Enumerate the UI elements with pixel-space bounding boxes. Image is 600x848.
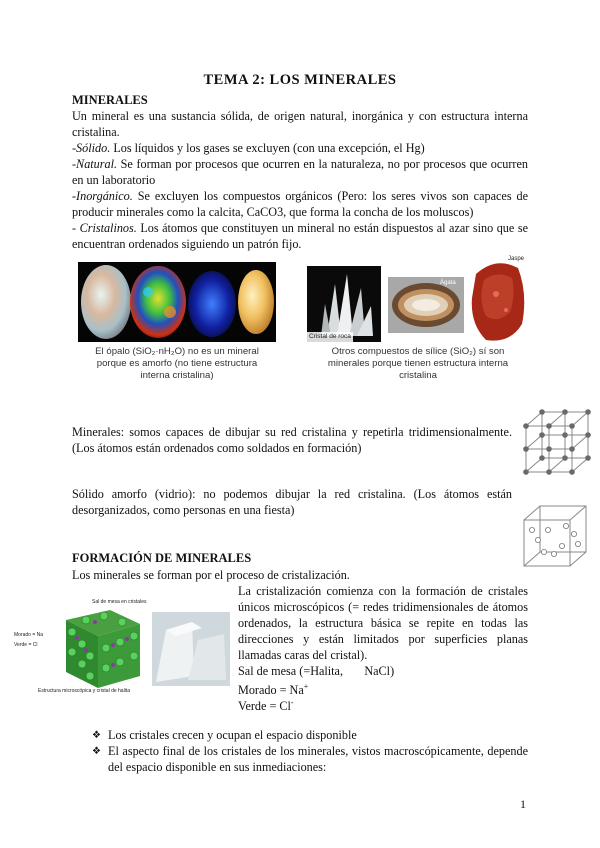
label-cristal-de-roca: Cristal de roca (309, 333, 351, 340)
section-heading-minerales: MINERALES (72, 93, 148, 107)
caption-silica: Otros compuestos de sílice (SiO₂) sí son minerales porque tienen estructura interna cristalina (327, 346, 509, 381)
label-agata: Ágata (440, 280, 456, 286)
label-jaspe: Jaspe (508, 256, 525, 262)
crystal-bullet-list (90, 727, 528, 775)
jasper-image (466, 254, 528, 346)
page-title: TEMA 2: LOS MINERALES (203, 72, 397, 88)
crystallization-intro: Los minerales se forman por el proceso de cristalización. (72, 568, 350, 582)
section-heading-formacion: FORMACIÓN DE MINERALES (72, 551, 252, 565)
minerals-crystal-text: Minerales: somos capaces de dibujar su red cristalina y repetirla tridimensionalmente. (Los átomos están ordenados como soldados en formación) (72, 425, 512, 455)
definition-point-inorganico: -Inorgánico. Se excluyen los compuestos orgánicos (Pero: los seres vivos son capaces de producir minerales como la calcita, CaCO3, que forma la concha de los moluscos) (72, 189, 528, 219)
halite-image-label-cl: Verde = Cl (14, 642, 38, 648)
page-number: 1 (520, 797, 526, 811)
halite-image-title: Sal de mesa en cristales (92, 599, 147, 605)
salt-line: Sal de mesa (=Halita, NaCl) (238, 664, 395, 678)
sodium-color-line: Morado = Na+ (238, 682, 309, 698)
caption-opal: El ópalo (SiO₂·nH₂O) no es un mineral porque es amorfo (no tiene estructura interna cristalina) (95, 346, 259, 381)
amorphous-cube-image (518, 500, 594, 572)
chloride-color-line: Verde = Cl- (238, 698, 294, 714)
intro-paragraph: Un mineral es una sustancia sólida, de origen natural, inorgánica y con estructura interna cristalina. (72, 109, 528, 139)
definition-point-solido: -Sólido. Los líquidos y los gases se excluyen (con una excepción, el Hg) (72, 141, 425, 155)
halite-image-caption: Estructura microscópica y cristal de halita (38, 688, 130, 694)
crystal-lattice-image (516, 404, 596, 480)
quartz-crystal-image (307, 266, 381, 342)
diamond-bullet-icon: ❖ (92, 746, 101, 757)
crystallization-paragraph: La cristalización comienza con la formación de cristales únicos microscópicos (= redes tridimensionales de átomos ordenados, la estructura básica se repite en todas las direcciones y están limitados por superficies planas llamadas caras del cristal). (238, 584, 528, 662)
opal-image (78, 262, 276, 342)
amorphous-solid-text: Sólido amorfo (vidrio): no podemos dibujar la red cristalina. (Los átomos están desorganizados, como personas en una fiesta) (72, 487, 512, 517)
definition-point-cristalinos: - Cristalinos. Los átomos que constituyen un mineral no están dispuestos al azar sino que se encuentran ordenados siguiendo un patrón fijo. (72, 221, 528, 251)
diamond-bullet-icon: ❖ (92, 730, 101, 741)
definition-point-natural: -Natural. Se forman por procesos que ocurren en la naturaleza, no por procesos que ocurren en un laboratorio (72, 157, 528, 187)
halite-image-label-na: Morado = Na (14, 632, 44, 638)
agate-image (388, 277, 464, 333)
list-item: ❖ Los cristales crecen y ocupan el espacio disponible (92, 728, 357, 742)
halite-structure-image (14, 596, 232, 694)
list-item: ❖ El aspecto final de los cristales de los minerales, vistos macroscópicamente, depende del espacio disponible en sus inmediaciones: (92, 744, 528, 774)
